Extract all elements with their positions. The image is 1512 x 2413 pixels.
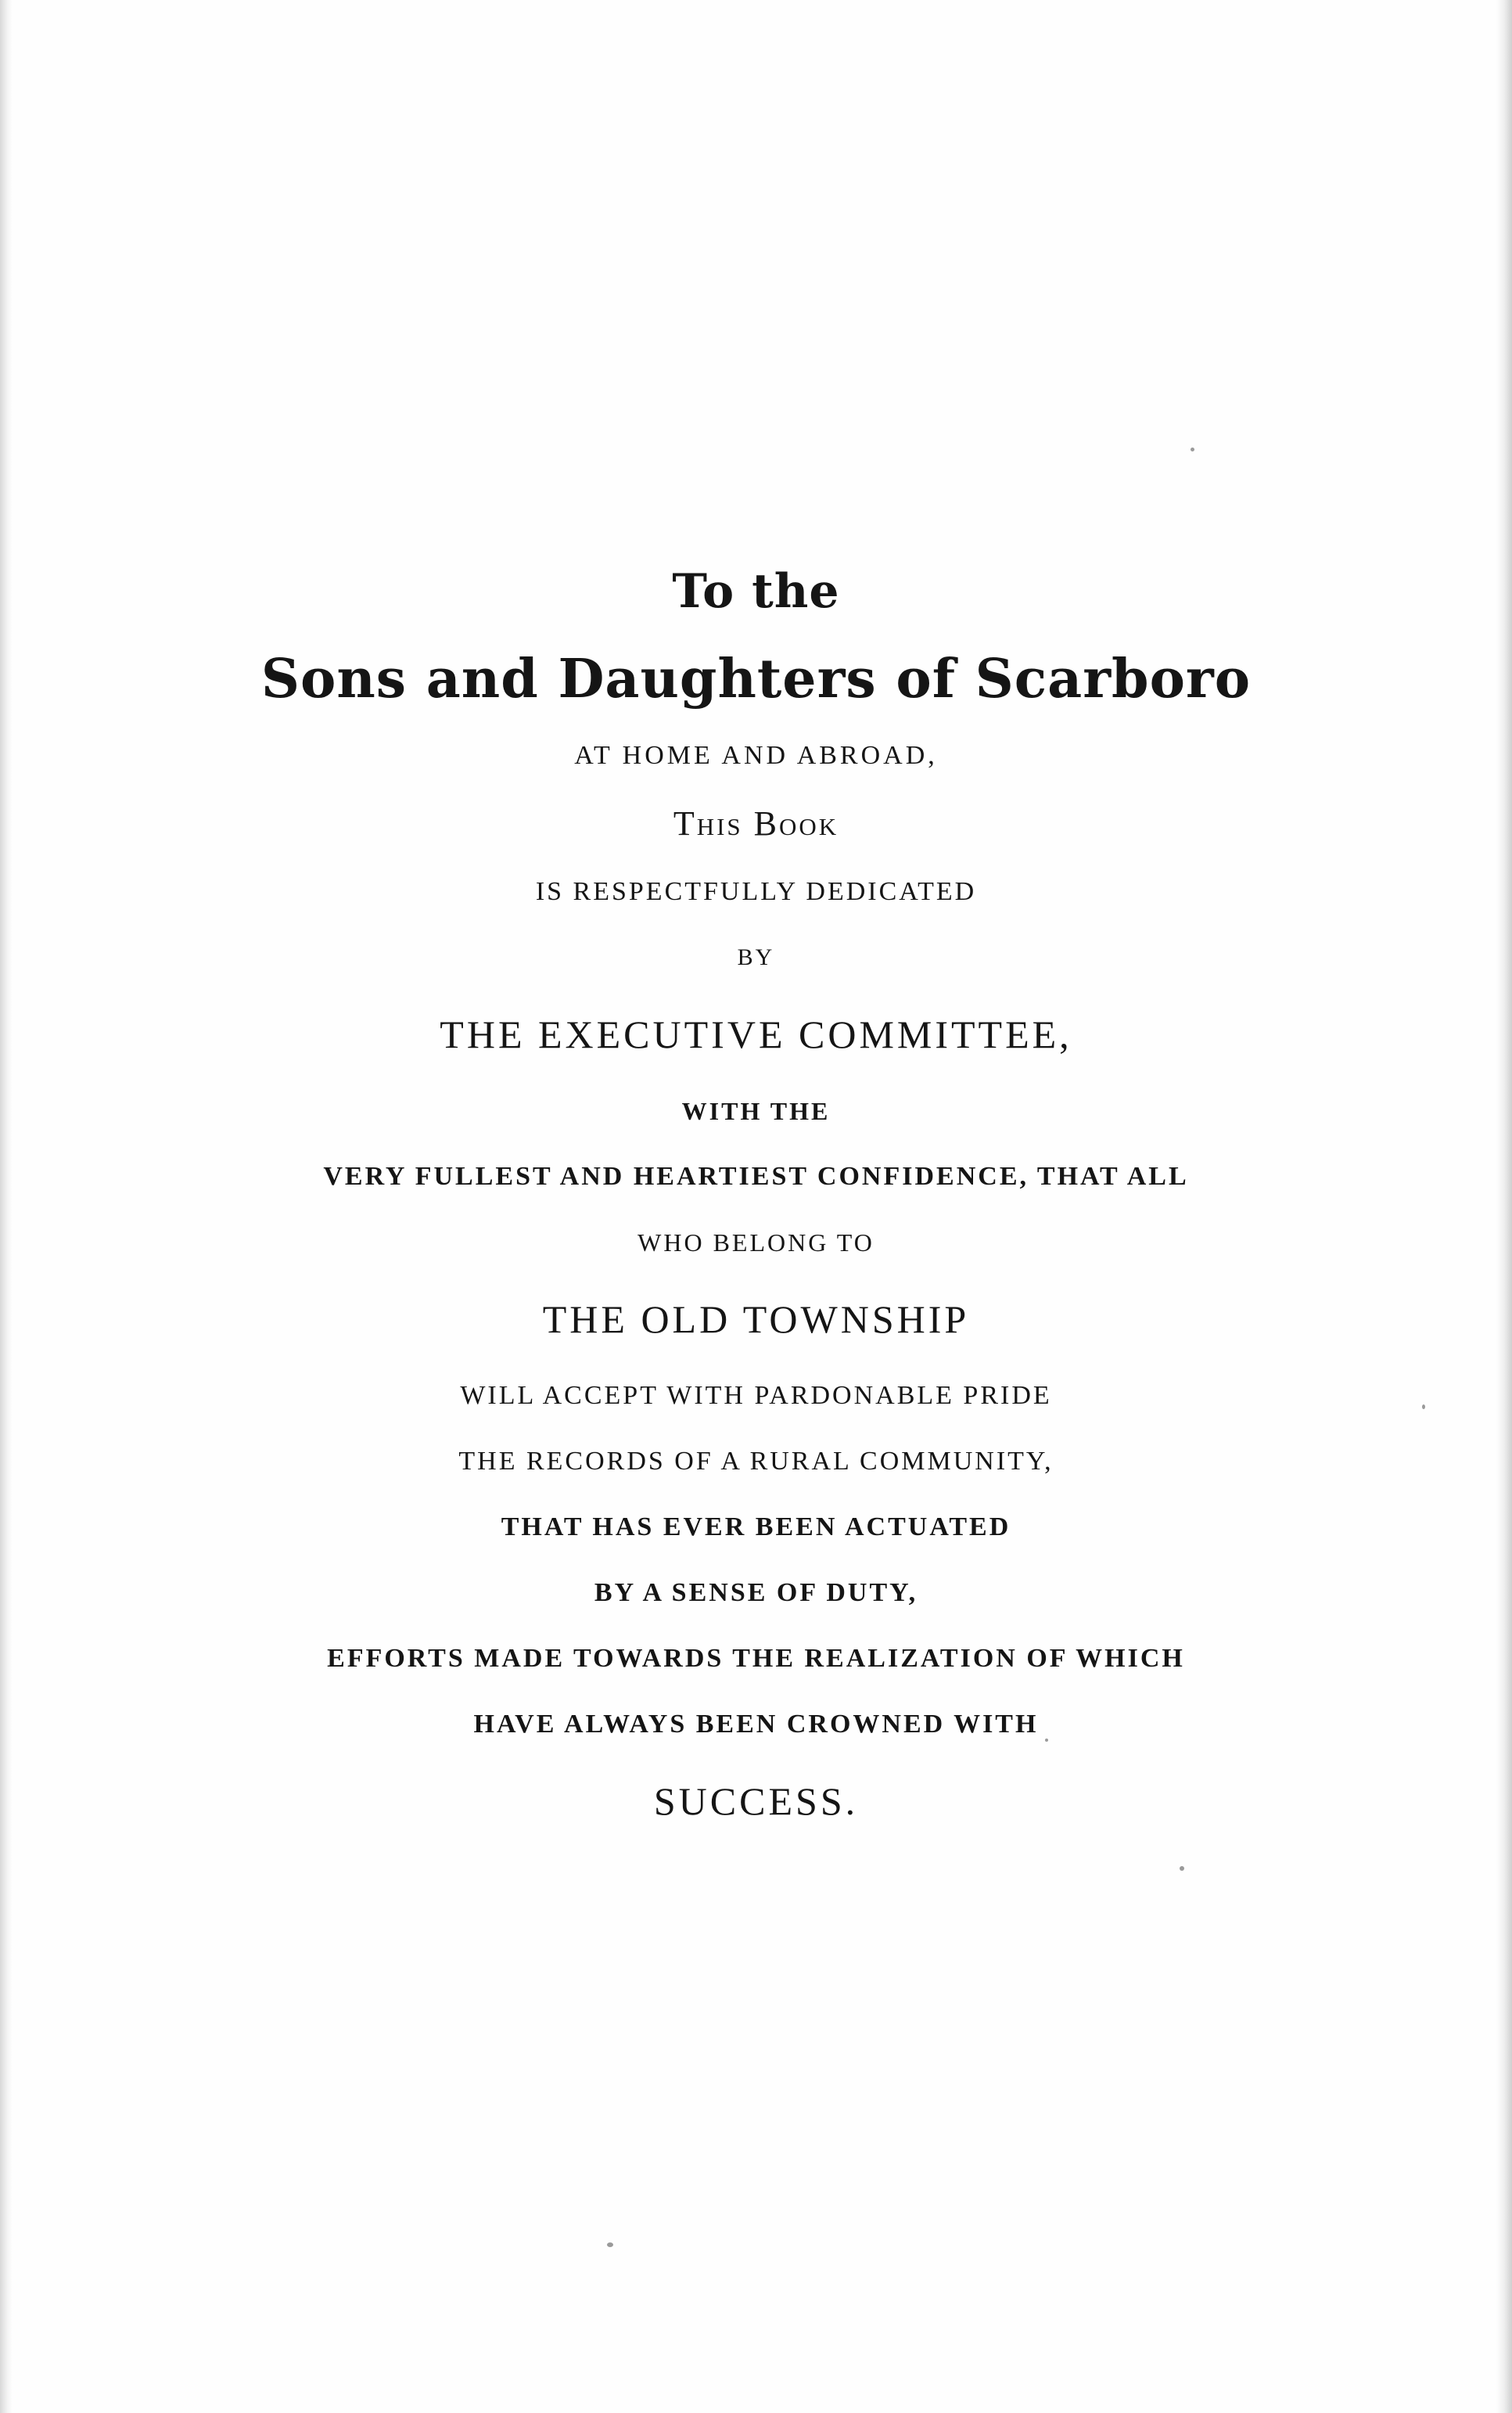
dedication-line-old-township: THE OLD TOWNSHIP xyxy=(542,1297,970,1341)
dedication-line-efforts-made: EFFORTS MADE TOWARDS THE REALIZATION OF WHICH xyxy=(327,1644,1185,1673)
dedication-line-pardonable-pride: WILL ACCEPT WITH PARDONABLE PRIDE xyxy=(460,1381,1052,1410)
dedication-line-with-the: WITH THE xyxy=(681,1097,831,1125)
dedication-line-crowned-with: HAVE ALWAYS BEEN CROWNED WITH xyxy=(473,1710,1039,1739)
dedication-line-success: SUCCESS. xyxy=(653,1779,859,1823)
scan-speck xyxy=(607,2242,613,2247)
dedication-line-by: BY xyxy=(737,944,775,970)
dedication-line-confidence: VERY FULLEST AND HEARTIEST CONFIDENCE, THAT ALL xyxy=(323,1162,1189,1191)
dedication-line-this-book: This Book xyxy=(673,804,839,843)
dedication-line-respectfully: IS RESPECTFULLY DEDICATED xyxy=(535,877,977,906)
scan-speck xyxy=(1191,448,1194,451)
dedication-line-actuated: THAT HAS EVER BEEN ACTUATED xyxy=(501,1512,1011,1541)
dedication-line-rural-community: THE RECORDS OF A RURAL COMMUNITY, xyxy=(458,1447,1054,1476)
scan-speck xyxy=(1045,1739,1048,1742)
dedication-line-executive-committee: THE EXECUTIVE COMMITTEE, xyxy=(440,1012,1072,1056)
dedication-heading-to-the: To the xyxy=(672,564,840,619)
dedication-line-sense-of-duty: BY A SENSE OF DUTY, xyxy=(594,1578,918,1607)
scan-speck xyxy=(1422,1404,1425,1409)
dedication-line-who-belong: WHO BELONG TO xyxy=(637,1228,875,1257)
scan-speck xyxy=(1180,1866,1184,1871)
dedication-block xyxy=(0,548,1512,1845)
dedication-heading-sons-daughters: Sons and Daughters of Scarboro xyxy=(260,648,1252,710)
dedication-line-at-home: AT HOME AND ABROAD, xyxy=(574,741,938,770)
